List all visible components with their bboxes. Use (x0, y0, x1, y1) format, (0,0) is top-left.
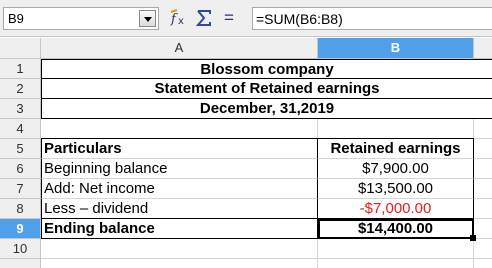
cell-date[interactable]: December, 31,2019 (41, 99, 492, 119)
row-header-filler (0, 259, 41, 268)
cell-beginning-balance-label[interactable]: Beginning balance (41, 159, 318, 179)
cell-c6[interactable] (474, 159, 492, 179)
row-header-8[interactable]: 8 (0, 199, 41, 219)
cell-dividend-label[interactable]: Less – dividend (41, 199, 318, 219)
cell-a4[interactable] (41, 119, 318, 139)
cell-dividend-value[interactable]: -$7,000.00 (318, 199, 474, 219)
row-header-9[interactable]: 9 (0, 219, 41, 239)
row-header-4[interactable]: 4 (0, 119, 41, 139)
cell-ending-balance-value[interactable]: $14,400.00 (318, 219, 474, 239)
cell-a11[interactable] (41, 259, 318, 268)
formula-input[interactable] (252, 7, 492, 30)
name-box-dropdown-icon[interactable] (139, 10, 156, 27)
name-box-value: B9 (8, 11, 24, 26)
row-header-7[interactable]: 7 (0, 179, 41, 199)
svg-text:x: x (178, 16, 184, 27)
autofill-handle[interactable] (470, 235, 476, 241)
name-box[interactable] (3, 7, 159, 30)
column-header-a[interactable]: A (41, 38, 318, 59)
cell-subtitle[interactable]: Statement of Retained earnings (41, 79, 492, 99)
row-header-3[interactable]: 3 (0, 99, 41, 119)
cell-b4[interactable] (318, 119, 474, 139)
function-wizard-icon[interactable] (170, 8, 190, 28)
column-header-filler (474, 38, 492, 59)
svg-text:f: f (171, 12, 176, 27)
sum-icon[interactable] (194, 8, 214, 28)
cell-a10[interactable] (41, 239, 318, 259)
row-header-6[interactable]: 6 (0, 159, 41, 179)
row-header-5[interactable]: 5 (0, 139, 41, 159)
select-all-corner[interactable] (0, 38, 41, 59)
cell-b10[interactable] (318, 239, 474, 259)
cell-retained-earnings-header[interactable]: Retained earnings (318, 138, 474, 159)
cell-c9[interactable] (474, 219, 492, 239)
cell-c4[interactable] (474, 119, 492, 139)
cell-c5[interactable] (474, 139, 492, 159)
cell-b11[interactable] (318, 259, 474, 268)
cell-c7[interactable] (474, 179, 492, 199)
equals-icon[interactable]: = (224, 8, 234, 27)
cell-c8[interactable] (474, 199, 492, 219)
cell-net-income-value[interactable]: $13,500.00 (318, 179, 474, 199)
cell-beginning-balance-value[interactable]: $7,900.00 (318, 159, 474, 179)
cell-net-income-label[interactable]: Add: Net income (41, 179, 318, 199)
cell-c10[interactable] (474, 239, 492, 259)
row-header-1[interactable]: 1 (0, 59, 41, 79)
cell-ending-balance-label[interactable]: Ending balance (41, 219, 318, 239)
formula-text: =SUM(B6:B8) (256, 11, 343, 27)
row-header-2[interactable]: 2 (0, 79, 41, 99)
column-header-b[interactable]: B (318, 38, 474, 59)
cell-title[interactable]: Blossom company (41, 59, 492, 79)
row-header-10[interactable]: 10 (0, 239, 41, 259)
formula-bar (0, 0, 492, 37)
cell-particulars-header[interactable]: Particulars (41, 138, 318, 159)
